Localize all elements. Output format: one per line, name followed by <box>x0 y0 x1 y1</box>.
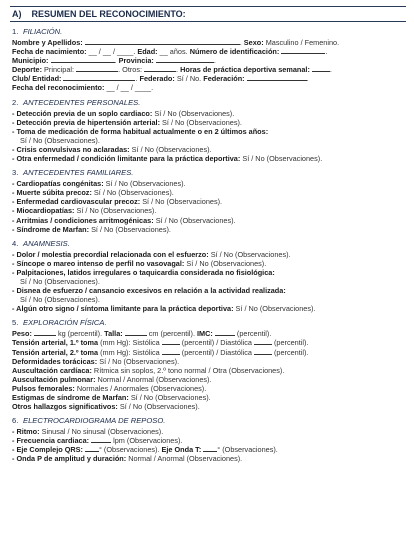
item-options[interactable]: Sí / No (Observaciones). <box>20 276 100 286</box>
list-item <box>10 145 406 154</box>
item-label: - Síncope o mareo intenso de perfil no vasovagal: <box>12 258 185 268</box>
exam-date-label: Fecha del reconocimiento: <box>12 83 105 93</box>
section-heading <box>12 27 406 36</box>
section-heading <box>12 416 406 425</box>
height-field[interactable] <box>125 329 147 336</box>
item-options: lpm (Observaciones). <box>113 436 183 446</box>
section-personal-history <box>10 98 406 164</box>
item-options[interactable]: Sí / No (Observaciones). <box>186 258 267 268</box>
list-item <box>10 445 406 454</box>
item-label: - Crisis convulsivas no aclaradas: <box>12 144 130 154</box>
item-options[interactable]: Sí / No (Observaciones). <box>162 117 242 127</box>
section-family-history <box>10 168 406 234</box>
item-label: Otros hallazgos significativos: <box>12 402 118 412</box>
item-options[interactable]: Normales / Anormales (Observaciones). <box>76 383 207 393</box>
section-physical-exam <box>10 318 406 411</box>
list-item <box>10 188 406 197</box>
section-title: FILIACIÓN. <box>23 27 63 36</box>
item-options[interactable]: Sí / No (Observaciones). <box>99 356 180 366</box>
federated-options[interactable]: Sí / No. <box>176 74 202 84</box>
item-label: - Algún otro signo / síntoma limitante para la práctica deportiva: <box>12 304 234 314</box>
birth-date-field[interactable]: __ / __ / ____ <box>88 47 134 57</box>
section-heading <box>12 168 406 177</box>
item-options[interactable]: Rítmica sin soplos, 2.º tono normal / Otra (Observaciones). <box>93 365 285 375</box>
weight-field[interactable] <box>34 329 56 336</box>
item-label: - Síndrome de Marfan: <box>12 224 90 234</box>
item-label: - Frecuencia cardiaca: <box>12 436 90 446</box>
item-label: - Onda P de amplitud y duración: <box>12 454 127 464</box>
item-label: - Cardiopatías congénitas: <box>12 179 104 189</box>
item-label: Deformidades torácicas: <box>12 356 98 366</box>
section-heading <box>12 239 406 248</box>
list-item <box>10 179 406 188</box>
section-title: ANAMNESIS. <box>23 238 70 248</box>
t-axis-field[interactable] <box>203 445 217 452</box>
page-title: RESUMEN DEL RECONOCIMIENTO: <box>31 9 186 19</box>
item-label: - Detección previa de hipertensión arterial: <box>12 117 161 127</box>
item-options[interactable]: Normal / Anormal (Observaciones). <box>97 374 212 384</box>
item-label: - Arritmias / condiciones arritmogénicas: <box>12 215 154 225</box>
exam-date-line: Fecha del reconocimiento: __ / __ / ____. <box>12 83 154 93</box>
section-filiacion <box>10 27 406 93</box>
section-anamnesis <box>10 239 406 314</box>
qrs-axis-field[interactable] <box>85 445 99 452</box>
bp-unit: (mm Hg): <box>100 347 131 357</box>
birth-label: Fecha de nacimiento: <box>12 47 87 57</box>
diastolic-label: (percentil) / Diastólica <box>181 347 252 357</box>
list-item <box>10 259 406 268</box>
list-item <box>10 402 406 411</box>
age-field[interactable]: __ años. <box>159 47 188 57</box>
other-sports-field[interactable] <box>144 65 176 72</box>
list-item <box>10 268 406 277</box>
item-options[interactable]: Sí / No (Observaciones). <box>155 215 236 225</box>
list-item <box>10 197 406 206</box>
list-item-continuation <box>10 295 406 304</box>
section-number: 1. <box>12 27 19 36</box>
section-ecg <box>10 416 406 463</box>
birth-line: Fecha de nacimiento: __ / __ / ____. Edad: __ años. Número de identificación: . <box>12 47 328 57</box>
id-number-label: Número de identificación: <box>189 47 280 57</box>
name-field[interactable] <box>85 38 240 45</box>
list-item <box>10 118 406 127</box>
sport-label: Deporte: <box>12 65 42 75</box>
item-label: - Muerte súbita precoz: <box>12 188 92 198</box>
systolic-label: Sistólica <box>132 338 160 348</box>
item-options[interactable]: Sí / No (Observaciones). <box>242 154 323 164</box>
main-sport-field[interactable] <box>76 65 118 72</box>
list-item <box>10 225 406 234</box>
list-item <box>10 436 406 445</box>
item-options[interactable]: Sinusal / No sinusal (Observaciones). <box>41 427 164 437</box>
item-options[interactable]: Sí / No (Observaciones). <box>91 224 171 234</box>
section-title: ANTECEDENTES PERSONALES. <box>23 97 141 107</box>
item-label: Auscultación cardíaca: <box>12 365 92 375</box>
list-item <box>10 357 406 366</box>
systolic-label: Sistólica <box>132 347 160 357</box>
list-item <box>10 427 406 436</box>
diastolic-label: (percentil) / Diastólica <box>181 338 252 348</box>
province-label: Provincia: <box>118 56 154 66</box>
section-title: ANTECEDENTES FAMILIARES. <box>23 168 134 178</box>
club-label: Club/ Entidad: <box>12 74 62 84</box>
bmi-field[interactable] <box>215 329 235 336</box>
item-options[interactable]: Normal / Anormal (Observaciones). <box>128 454 243 464</box>
item-options: ° (Observaciones). <box>98 445 160 455</box>
item-label: - Enfermedad cardiovascular precoz: <box>12 197 141 207</box>
percentile-label: (percentil). <box>273 347 309 357</box>
diastolic-field[interactable] <box>254 348 272 355</box>
item-options[interactable]: Sí / No (Observaciones). <box>235 304 316 314</box>
weight-label: Peso: <box>12 329 32 339</box>
list-item <box>10 127 406 136</box>
item-label: - Toma de medicación de forma habitual actualmente o en 2 últimos años: <box>12 126 269 136</box>
province-field[interactable] <box>156 56 214 63</box>
section-title: ELECTROCARDIOGRAMA DE REPOSO. <box>23 416 166 426</box>
item-label: - Detección previa de un soplo cardiaco: <box>12 108 153 118</box>
percentile-label: (percentil). <box>273 338 309 348</box>
weekly-hours-label: Horas de práctica deportiva semanal: <box>180 65 310 75</box>
bp-first-line <box>10 338 406 347</box>
club-field[interactable] <box>63 74 135 81</box>
location-line: Municipio: . Provincia: . <box>12 56 216 66</box>
section-number: 5. <box>12 318 19 328</box>
height-label: Talla: <box>104 329 123 339</box>
other-sports-label: Otros: <box>122 65 143 75</box>
club-line: Club/ Entidad: . Federado: Sí / No. Federación: . <box>12 74 309 84</box>
item-options[interactable]: Sí / No (Observaciones). <box>20 295 100 305</box>
section-number: 3. <box>12 168 19 178</box>
bmi-unit: (percentil). <box>236 329 272 339</box>
list-item <box>10 109 406 118</box>
list-item-continuation <box>10 136 406 145</box>
item-label: - Otra enfermedad / condición limitante para la práctica deportiva: <box>12 154 241 164</box>
name-line: Nombre y Apellidos: . Sexo: Masculino / Femenino. <box>12 38 340 47</box>
bp-second-line <box>10 348 406 357</box>
item-options[interactable]: Sí / No (Observaciones). <box>20 135 100 145</box>
list-item <box>10 216 406 225</box>
federated-label: Federado: <box>139 74 175 84</box>
item-label: Estigmas de síndrome de Marfan: <box>12 393 129 402</box>
heart-rate-field[interactable] <box>91 436 111 443</box>
item-label: - Dolor / molestia precordial relacionada con el esfuerzo: <box>12 249 209 259</box>
item-options[interactable]: Sí / No (Observaciones). <box>93 188 174 198</box>
id-number-field[interactable] <box>281 47 325 54</box>
item-label: - Ritmo: <box>12 427 40 437</box>
section-heading <box>12 318 406 327</box>
federation-label: Federación: <box>203 74 245 84</box>
bp-second-label: Tensión arterial, 2.º toma <box>12 347 99 357</box>
item-label: Pulsos femorales: <box>12 383 75 393</box>
municipality-field[interactable] <box>51 56 115 63</box>
item-label: - Palpitaciones, latidos irregulares o taquicardia considerada no fisiológica: <box>12 267 275 277</box>
height-unit: cm (percentil). <box>148 329 195 339</box>
section-number: 4. <box>12 238 19 248</box>
item-options[interactable]: Sí / No (Observaciones). <box>119 402 200 412</box>
item-options[interactable]: Sí / No (Observaciones). <box>142 197 223 207</box>
age-label: Edad: <box>137 47 158 57</box>
sex-options[interactable]: Masculino / Femenino. <box>265 38 340 47</box>
municipality-label: Municipio: <box>12 56 49 66</box>
summary-title-bar <box>10 6 406 22</box>
weight-line <box>10 329 406 338</box>
list-item <box>10 393 406 402</box>
section-heading <box>12 98 406 107</box>
diastolic-field[interactable] <box>254 338 272 345</box>
item-label: - Miocardiopatías: <box>12 206 75 216</box>
federation-field[interactable] <box>247 74 307 81</box>
list-item <box>10 286 406 295</box>
weekly-hours-field[interactable] <box>312 65 330 72</box>
list-item <box>10 154 406 163</box>
list-item <box>10 304 406 313</box>
list-item <box>10 206 406 215</box>
item-options[interactable]: Sí / No (Observaciones). <box>131 144 212 154</box>
item-options[interactable]: Sí / No (Observaciones). <box>154 108 235 118</box>
section-letter: A) <box>12 9 22 19</box>
item-label: Auscultación pulmonar: <box>12 374 96 384</box>
bp-first-label: Tensión arterial, 1.º toma <box>12 338 99 348</box>
bp-unit: (mm Hg): <box>100 338 131 348</box>
sport-line: Deporte: Principal: . Otros: . Horas de práctica deportiva semanal: . <box>12 65 332 75</box>
section-number: 6. <box>12 416 19 426</box>
sex-label: Sexo: <box>243 38 264 47</box>
name-label: Nombre y Apellidos: <box>12 38 83 47</box>
section-title: EXPLORACIÓN FÍSICA. <box>23 318 107 328</box>
exam-date-field[interactable]: __ / __ / ____ <box>106 83 152 93</box>
item-options[interactable]: Sí / No (Observaciones). <box>130 393 211 402</box>
list-item <box>10 250 406 259</box>
list-item <box>10 375 406 384</box>
list-item <box>10 384 406 393</box>
item-label: - Eje Complejo QRS: <box>12 445 83 455</box>
section-number: 2. <box>12 97 19 107</box>
list-item <box>10 454 406 463</box>
t-axis-label: Eje Onda T: <box>161 445 202 455</box>
main-sport-label: Principal: <box>44 65 75 75</box>
item-options[interactable]: Sí / No (Observaciones). <box>105 179 186 189</box>
item-options[interactable]: Sí / No (Observaciones). <box>210 249 291 259</box>
list-item <box>10 366 406 375</box>
weight-unit: kg (percentil). <box>57 329 103 339</box>
item-options: ° (Observaciones). <box>217 445 278 455</box>
item-options[interactable]: Sí / No (Observaciones). <box>76 206 157 216</box>
bmi-label: IMC: <box>197 329 213 339</box>
systolic-field[interactable] <box>162 348 180 355</box>
systolic-field[interactable] <box>162 338 180 345</box>
item-label: - Disnea de esfuerzo / cansancio excesivos en relación a la actividad realizada: <box>12 286 286 296</box>
list-item-continuation <box>10 277 406 286</box>
